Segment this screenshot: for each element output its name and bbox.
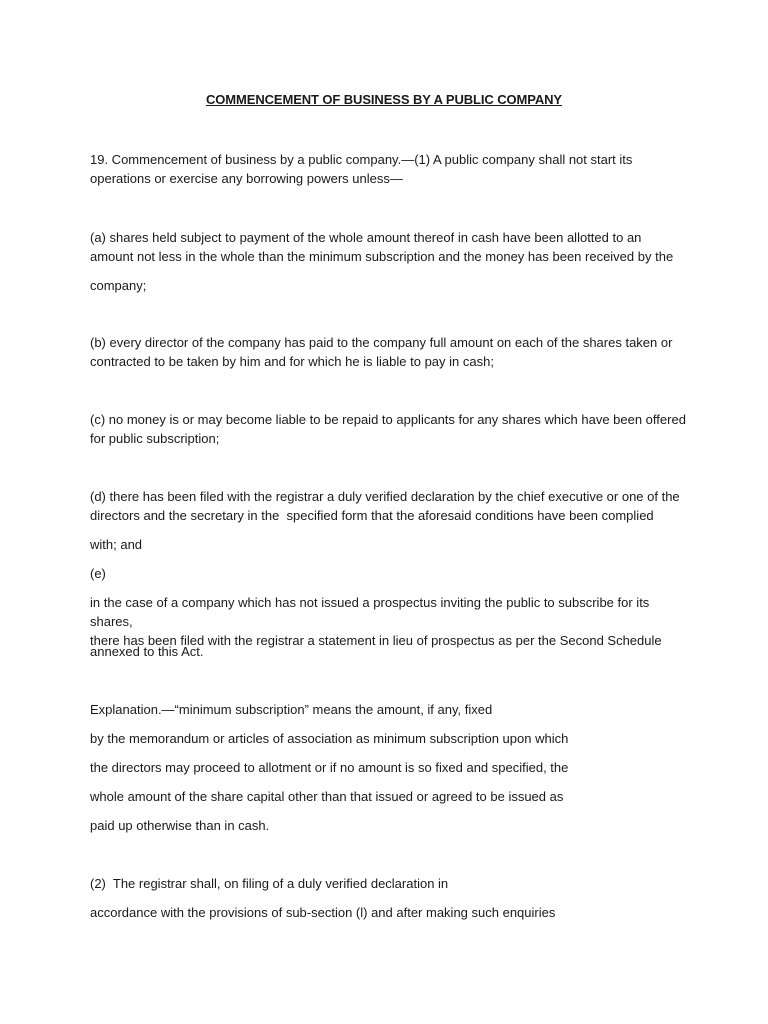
paragraph-clause-c: (c) no money is or may become liable to be repaid to applicants for any shares which have been offered for public subscription; bbox=[90, 412, 686, 446]
paragraph-clause-d-cont: with; and bbox=[90, 537, 143, 552]
document-title: COMMENCEMENT OF BUSINESS BY A PUBLIC COMPANY bbox=[205, 92, 562, 107]
paragraph-clause-a: (a) shares held subject to payment of the whole amount thereof in cash have been allotted to an amount not less in the whole than the minimum subscription and the money has been received by the bbox=[90, 230, 674, 264]
paragraph-explanation-line-2: by the memorandum or articles of association as minimum subscription upon which bbox=[90, 731, 569, 746]
paragraph-subsection-2-line-2: accordance with the provisions of sub-section (l) and after making such enquiries bbox=[90, 905, 556, 920]
paragraph-clause-e-cont: annexed to this Act. bbox=[90, 644, 204, 659]
paragraph-clause-d: (d) there has been filed with the registrar a duly verified declaration by the chief executive or one of the directors and the secretary in the specified form that the aforesaid conditions have been complied bbox=[90, 489, 680, 523]
paragraph-clause-e: in the case of a company which has not issued a prospectus inviting the public to subscribe for its shares, there has been filed with the registrar a statement in lieu of prospectus as per the Second Schedule bbox=[90, 595, 662, 648]
paragraph-clause-e-label: (e) bbox=[90, 566, 106, 581]
paragraph-section-19: 19. Commencement of business by a public company.—(1) A public company shall not start its operations or exercise any borrowing powers unless— bbox=[90, 152, 633, 186]
paragraph-explanation-line-1: Explanation.—“minimum subscription” means the amount, if any, fixed bbox=[90, 702, 493, 717]
paragraph-clause-b: (b) every director of the company has paid to the company full amount on each of the shares taken or contracted to be taken by him and for which he is liable to pay in cash; bbox=[90, 335, 673, 369]
paragraph-explanation-line-3: the directors may proceed to allotment or if no amount is so fixed and specified, the bbox=[90, 760, 569, 775]
paragraph-subsection-2-line-1: (2) The registrar shall, on filing of a duly verified declaration in bbox=[90, 876, 449, 891]
paragraph-clause-a-cont: company; bbox=[90, 278, 147, 293]
paragraph-explanation-line-5: paid up otherwise than in cash. bbox=[90, 818, 270, 833]
paragraph-explanation-line-4: whole amount of the share capital other than that issued or agreed to be issued as bbox=[90, 789, 564, 804]
